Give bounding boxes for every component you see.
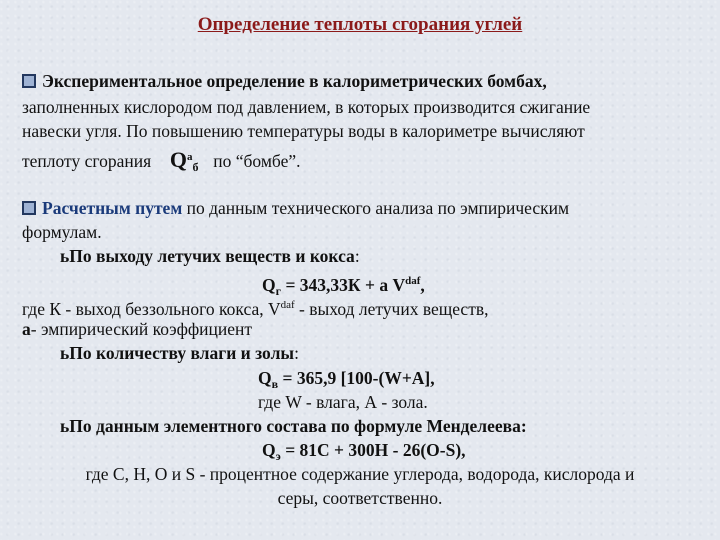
bullet-1-bold-text: Экспериментальное определение в калориметрических бомбах, bbox=[42, 71, 547, 91]
formula-3: $Q_э = 81С + 300Н - 26(O-S)$, bbox=[262, 440, 466, 463]
formula-1: $Q_г = 343,33К + а$ $V^{daf}$, bbox=[262, 275, 425, 298]
q-bomb-symbol: $Q^а_б$ bbox=[169, 147, 199, 174]
where-line-1: где К - выход беззольного кокса, $V^{daf}$ - выход летучих веществ, bbox=[22, 299, 489, 319]
method-1-label: По выходу летучих веществ и кокса bbox=[69, 246, 355, 266]
bullet-1-line-4 bbox=[22, 146, 301, 178]
bullet-1-line-3: навески угля. По повышению температуры воды в калориметре вычисляют bbox=[22, 121, 585, 141]
bullet-2-line-2: формулам. bbox=[22, 222, 102, 242]
method-2-marker: ь bbox=[60, 343, 70, 363]
method-2-heading bbox=[60, 342, 299, 364]
method-1-marker: ь bbox=[60, 246, 70, 266]
bullet-1-line-4-post: по “бомбе”. bbox=[213, 151, 301, 171]
square-bullet-icon bbox=[22, 74, 36, 88]
method-2-label: По количеству влаги и золы bbox=[69, 343, 295, 363]
square-bullet-icon bbox=[22, 201, 36, 215]
method-3-marker: ь bbox=[60, 416, 70, 436]
where-line-3: где W - влага, А - зола. bbox=[258, 392, 428, 412]
where-line-4: где С, Н, О и S - процентное содержание углерода, водорода, кислорода и bbox=[85, 464, 635, 484]
formula-2: $Q_в = 365,9$ [100-(W+A], bbox=[258, 368, 435, 391]
bullet-1-line-2: заполненных кислородом под давлением, в которых производится сжигание bbox=[22, 97, 591, 117]
where-line-5: серы, соответственно. bbox=[277, 488, 443, 508]
method-3-label: По данным элементного состава по формуле Менделеева: bbox=[69, 416, 527, 436]
slide-title: Определение теплоты сгорания углей bbox=[197, 14, 523, 35]
method-2-colon: : bbox=[294, 343, 299, 363]
method-3-heading bbox=[60, 415, 527, 437]
bullet-2-rest: по данным технического анализа по эмпирическим bbox=[182, 198, 570, 218]
bullet-1-line-4-pre: теплоту сгорания bbox=[22, 151, 152, 171]
bullet-2-heading bbox=[22, 197, 569, 219]
method-1-heading bbox=[60, 245, 360, 267]
method-1-colon: : bbox=[354, 246, 360, 266]
where-line-2: а- эмпирический коэффициент bbox=[22, 319, 253, 339]
bullet-2-lead: Расчетным путем bbox=[42, 198, 183, 218]
bullet-1-heading bbox=[22, 70, 547, 92]
